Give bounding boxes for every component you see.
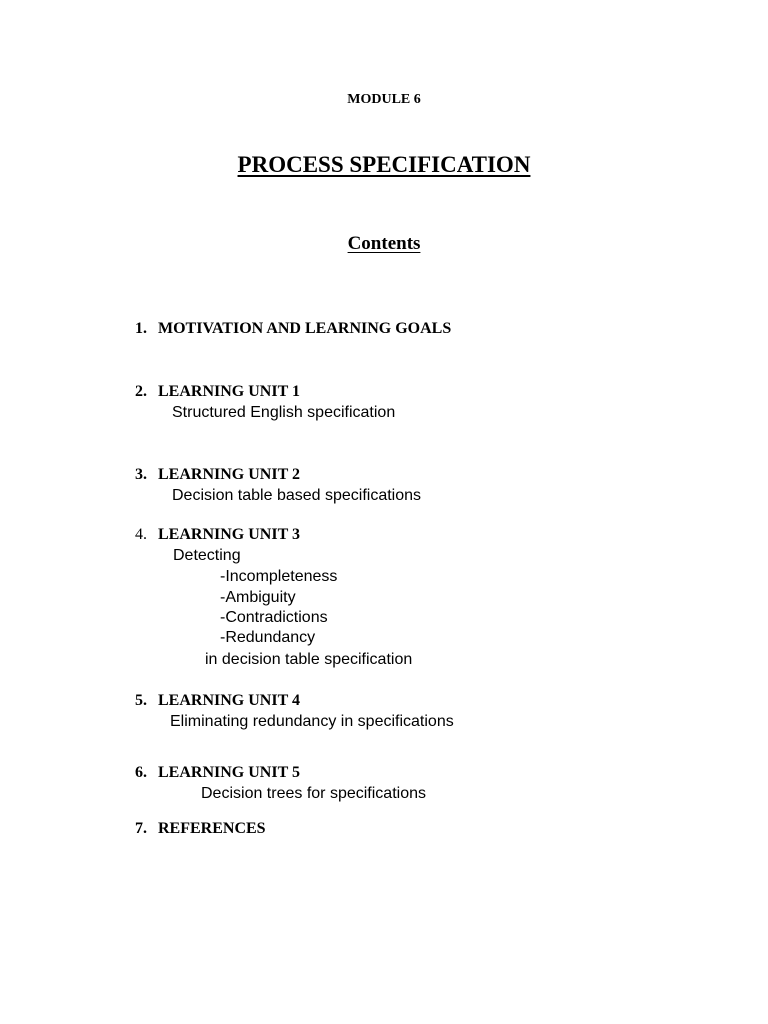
entry-bullet: -Contradictions bbox=[220, 609, 328, 626]
entry-number: 7. bbox=[135, 820, 147, 837]
entry-number: 5. bbox=[135, 692, 147, 709]
entry-number: 3. bbox=[135, 466, 147, 483]
entry-heading: LEARNING UNIT 2 bbox=[158, 466, 300, 483]
entry-bullet: -Redundancy bbox=[220, 629, 316, 646]
entry-heading: LEARNING UNIT 4 bbox=[158, 692, 300, 709]
entry-description: Decision table based specifications bbox=[172, 487, 422, 504]
entry-number: 2. bbox=[135, 383, 147, 400]
entry-description: Decision trees for specifications bbox=[201, 785, 426, 802]
entry-description: Eliminating redundancy in specifications bbox=[170, 713, 454, 730]
entry-heading: LEARNING UNIT 5 bbox=[158, 764, 300, 781]
entry-heading: MOTIVATION AND LEARNING GOALS bbox=[158, 320, 452, 337]
entry-heading: REFERENCES bbox=[158, 820, 266, 837]
entry-number: 1. bbox=[135, 320, 147, 337]
entry-number: 6. bbox=[135, 764, 147, 781]
toc-entry-5 bbox=[135, 692, 300, 710]
entry-bullet: -Incompleteness bbox=[220, 568, 338, 585]
toc-entry-4 bbox=[135, 526, 300, 544]
entry-number: 4. bbox=[135, 526, 147, 543]
toc-entry-6 bbox=[135, 764, 300, 782]
toc-entry-2 bbox=[135, 383, 300, 401]
toc-entry-7 bbox=[135, 820, 266, 838]
document-title: PROCESS SPECIFICATION bbox=[237, 152, 531, 177]
contents-heading: Contents bbox=[347, 233, 421, 254]
entry-description: in decision table specification bbox=[205, 651, 413, 668]
toc-entry-1 bbox=[135, 320, 451, 338]
module-label: MODULE 6 bbox=[347, 92, 421, 107]
entry-heading: LEARNING UNIT 1 bbox=[158, 383, 300, 400]
entry-description: Detecting bbox=[173, 547, 241, 564]
entry-description: Structured English specification bbox=[172, 404, 396, 421]
entry-heading: LEARNING UNIT 3 bbox=[158, 526, 300, 543]
entry-bullet: -Ambiguity bbox=[220, 589, 296, 606]
toc-entry-3 bbox=[135, 466, 300, 484]
